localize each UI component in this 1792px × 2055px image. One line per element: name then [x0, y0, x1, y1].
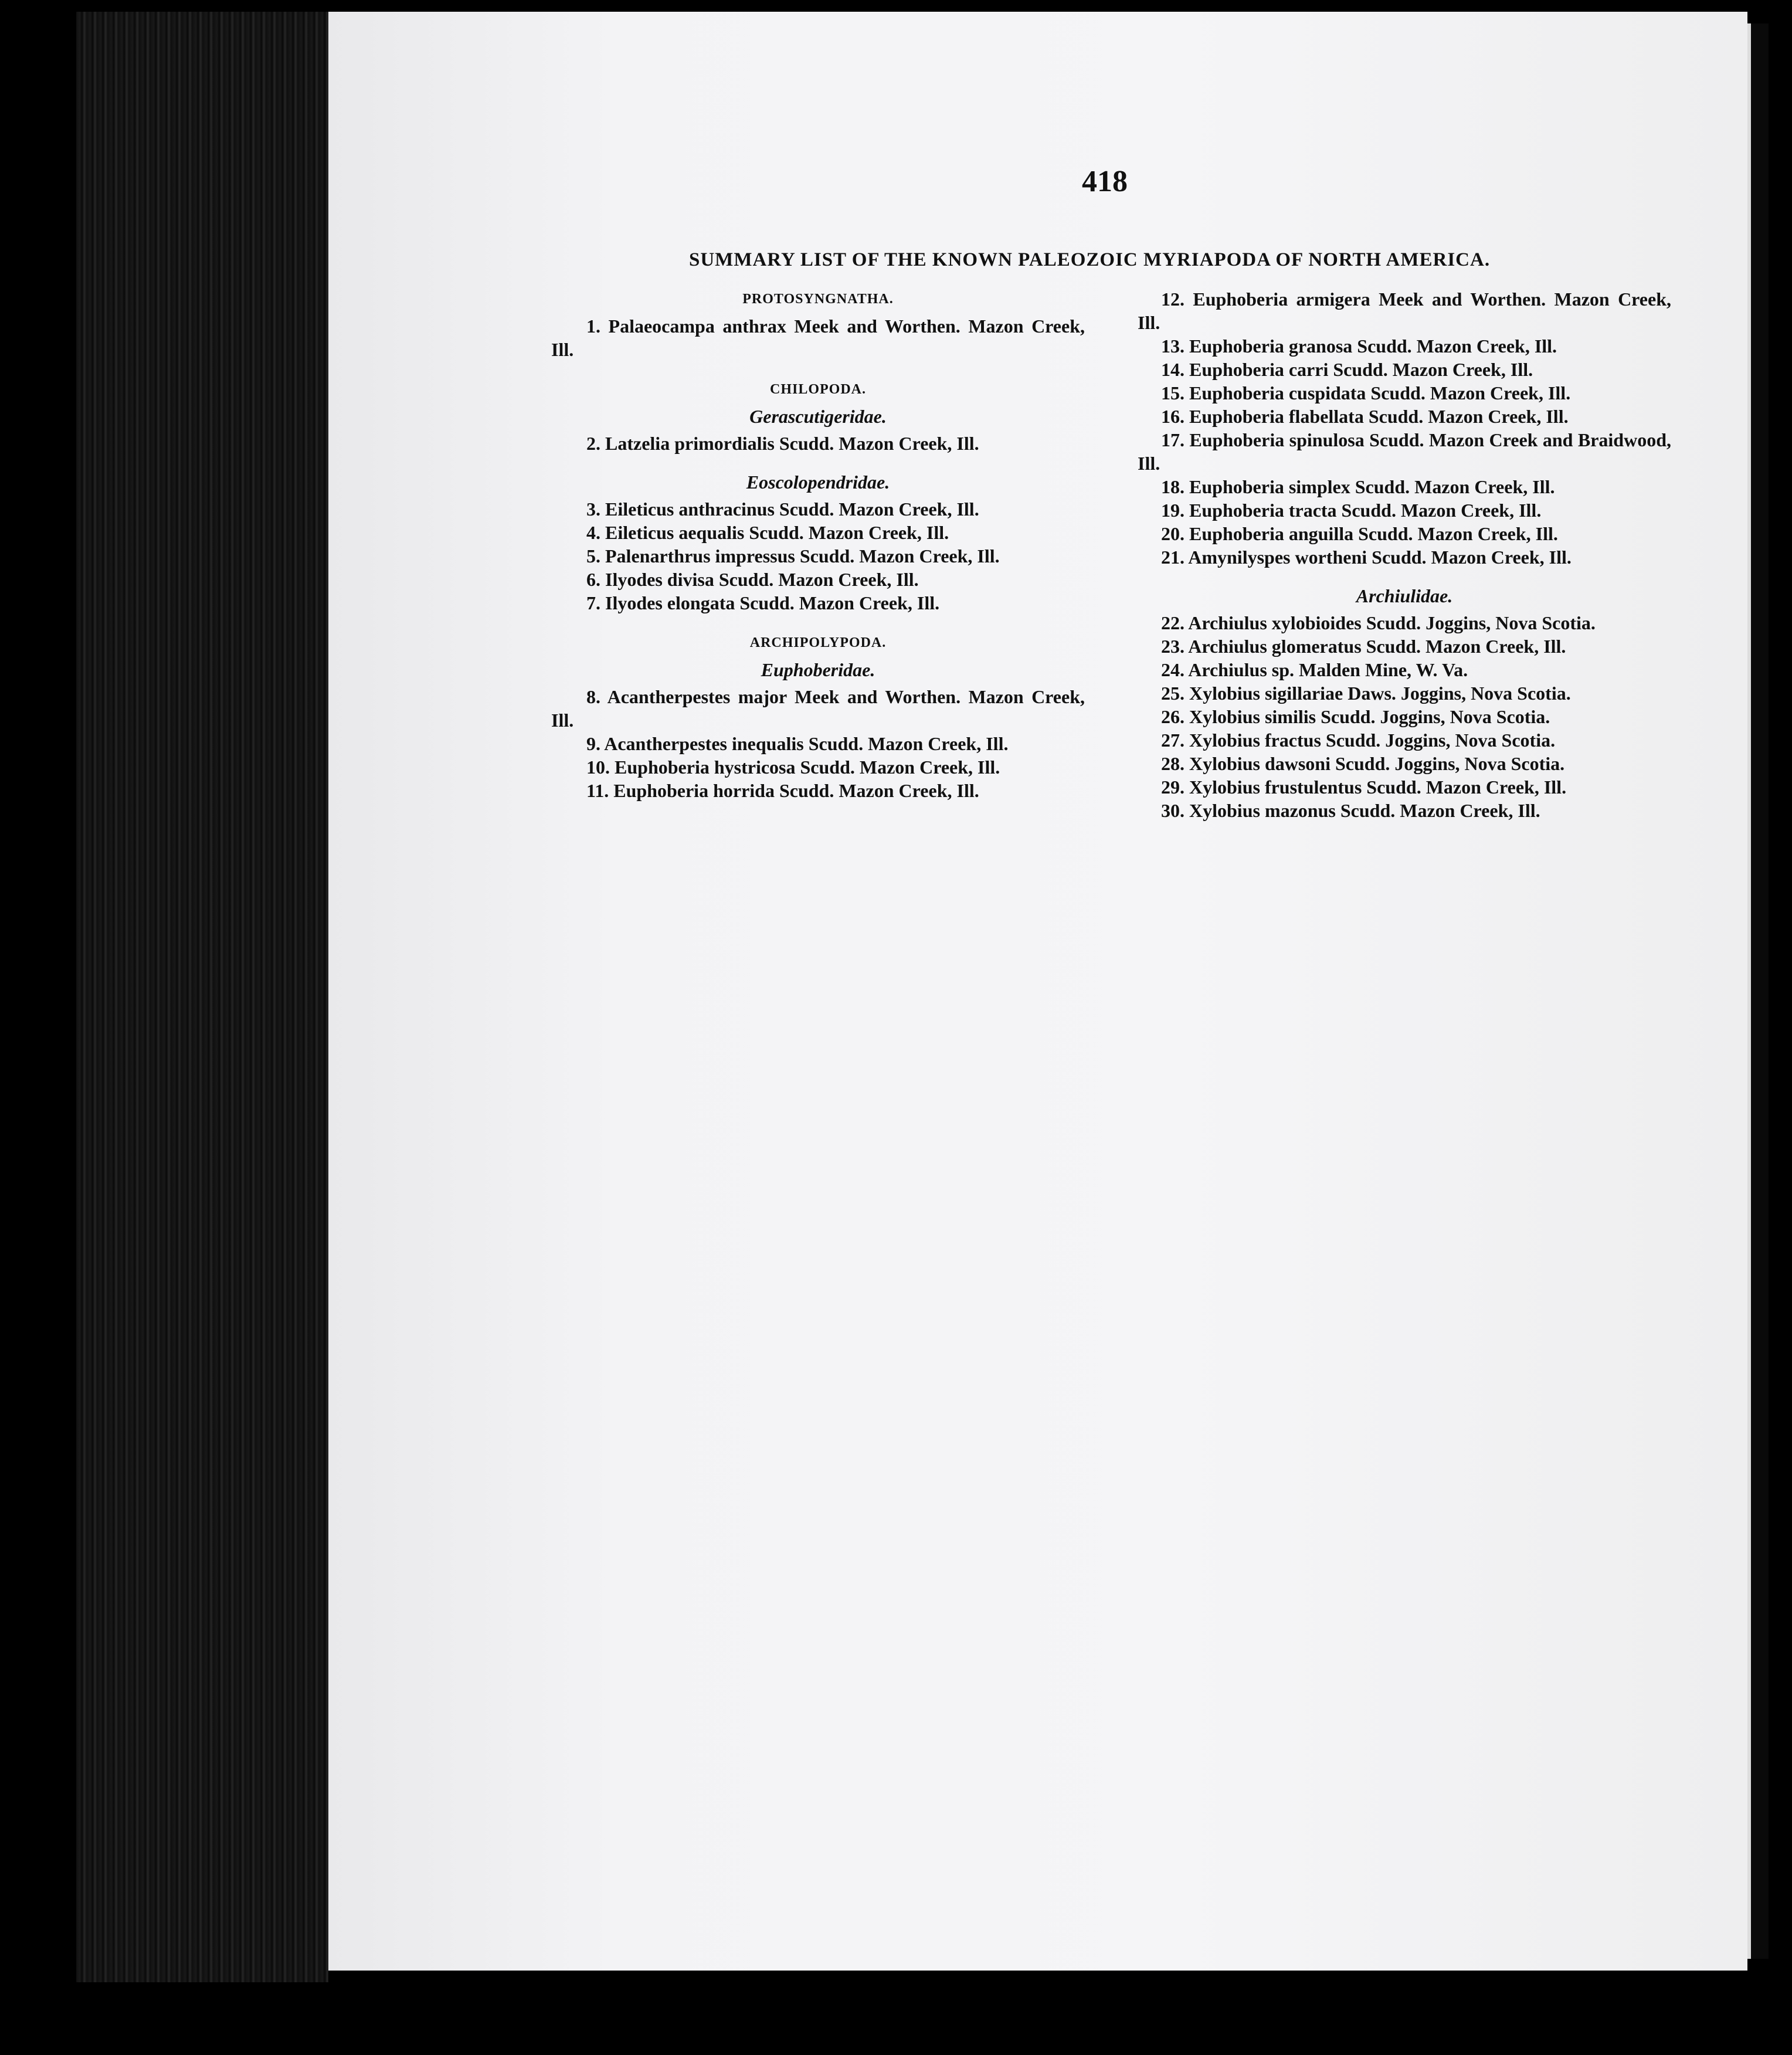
list-item: 17. Euphoberia spinulosa Scudd. Mazon Creek and Braidwood, Ill.: [1138, 429, 1671, 474]
order-heading: ARCHIPOLYPODA.: [749, 635, 887, 650]
book-page-edges: [76, 12, 328, 1982]
list-item: 9. Acantherpestes inequalis Scudd. Mazon Creek, Ill.: [586, 733, 1009, 754]
list-item: 8. Acantherpestes major Meek and Worthen. Mazon Creek, Ill.: [551, 686, 1085, 731]
list-item: 30. Xylobius mazonus Scudd. Mazon Creek, Ill.: [1161, 800, 1540, 821]
family-heading: Archiulidae.: [1356, 585, 1453, 606]
list-item: 29. Xylobius frustulentus Scudd. Mazon Creek, Ill.: [1161, 776, 1567, 798]
family-heading: Gerascutigeridae.: [749, 406, 887, 427]
list-item: 13. Euphoberia granosa Scudd. Mazon Creek, Ill.: [1161, 335, 1557, 357]
list-item: 1. Palaeocampa anthrax Meek and Worthen. Mazon Creek, Ill.: [551, 316, 1085, 360]
page-number: 418: [1082, 165, 1128, 198]
list-item: 25. Xylobius sigillariae Daws. Joggins, Nova Scotia.: [1161, 683, 1571, 704]
list-item: 2. Latzelia primordialis Scudd. Mazon Creek, Ill.: [586, 433, 979, 454]
list-item: 26. Xylobius similis Scudd. Joggins, Nova Scotia.: [1161, 706, 1550, 727]
order-heading: CHILOPODA.: [769, 382, 866, 397]
list-item: 21. Amynilyspes wortheni Scudd. Mazon Creek, Ill.: [1161, 547, 1572, 568]
list-item: 12. Euphoberia armigera Meek and Worthen. Mazon Creek, Ill.: [1138, 289, 1671, 333]
list-item: 5. Palenarthrus impressus Scudd. Mazon Creek, Ill.: [586, 545, 1000, 567]
list-item: 4. Eileticus aequalis Scudd. Mazon Creek, Ill.: [586, 522, 949, 543]
list-item: 23. Archiulus glomeratus Scudd. Mazon Creek, Ill.: [1161, 636, 1566, 657]
list-item: 18. Euphoberia simplex Scudd. Mazon Creek, Ill.: [1161, 476, 1555, 497]
list-item: 24. Archiulus sp. Malden Mine, W. Va.: [1161, 659, 1468, 680]
left-column: [551, 287, 1085, 802]
right-column: [1138, 287, 1671, 822]
book-right-edge: [1747, 23, 1769, 1959]
list-item: 10. Euphoberia hystricosa Scudd. Mazon Creek, Ill.: [586, 757, 1000, 778]
list-item: 16. Euphoberia flabellata Scudd. Mazon Creek, Ill.: [1161, 406, 1569, 427]
list-item: 3. Eileticus anthracinus Scudd. Mazon Creek, Ill.: [586, 499, 979, 520]
list-item: 20. Euphoberia anguilla Scudd. Mazon Creek, Ill.: [1161, 523, 1558, 544]
list-item: 7. Ilyodes elongata Scudd. Mazon Creek, Ill.: [586, 592, 940, 613]
family-heading: Euphoberidae.: [761, 659, 875, 680]
list-item: 11. Euphoberia horrida Scudd. Mazon Creek, Ill.: [586, 780, 979, 801]
family-heading: Eoscolopendridae.: [746, 472, 890, 493]
list-item: 27. Xylobius fractus Scudd. Joggins, Nova Scotia.: [1161, 730, 1556, 751]
page-title: SUMMARY LIST OF THE KNOWN PALEOZOIC MYRIAPODA OF NORTH AMERICA.: [689, 249, 1491, 270]
list-item: 15. Euphoberia cuspidata Scudd. Mazon Creek, Ill.: [1161, 382, 1571, 403]
list-item: 28. Xylobius dawsoni Scudd. Joggins, Nova Scotia.: [1161, 753, 1565, 774]
list-item: 6. Ilyodes divisa Scudd. Mazon Creek, Ill.: [586, 569, 919, 590]
order-heading: PROTOSYNGNATHA.: [742, 291, 894, 307]
list-item: 19. Euphoberia tracta Scudd. Mazon Creek, Ill.: [1161, 500, 1542, 521]
list-item: 22. Archiulus xylobioides Scudd. Joggins, Nova Scotia.: [1161, 612, 1596, 633]
list-item: 14. Euphoberia carri Scudd. Mazon Creek, Ill.: [1161, 359, 1533, 380]
